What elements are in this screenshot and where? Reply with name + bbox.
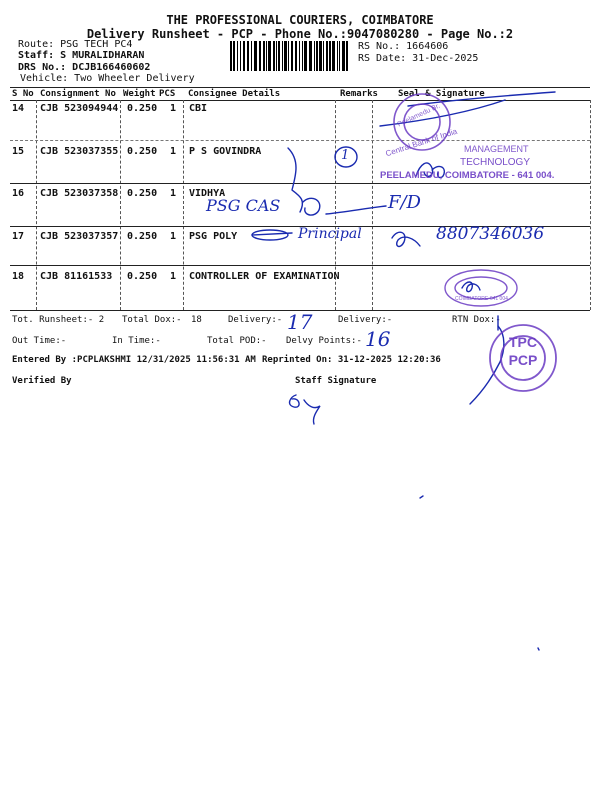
row-consignee: VIDHYA [189, 188, 226, 199]
rs-date: RS Date: 31-Dec-2025 [358, 53, 479, 64]
row-consignee: P S GOVINDRA [189, 146, 262, 157]
handwritten-phone: 8807346036 [436, 224, 545, 244]
row-consignment: CJB 523037357 [40, 231, 119, 242]
rtn-dox-label: RTN Dox:- [452, 315, 501, 325]
total-dox-label: Total Dox:- [122, 315, 182, 325]
in-time: In Time:- [112, 336, 161, 346]
staff-signature-label: Staff Signature [295, 376, 377, 386]
bank-stamp-branch: Peelamedu Br. [396, 102, 442, 129]
verified-by: Verified By [12, 376, 72, 386]
route-label: Route: PSG TECH PC4 [18, 39, 133, 50]
reprinted-on: Reprinted On: 31-12-2025 12:20:36 [262, 355, 441, 365]
delivery-label: Delivery:- [228, 315, 283, 325]
row-sno: 14 [12, 103, 25, 114]
row-weight: 0.250 [127, 231, 158, 242]
oval-seal-text: COIMBATORE-641 004 [455, 296, 508, 302]
handwritten-fd: F/D [388, 192, 421, 213]
col-header-consignee: Consignee Details [188, 89, 281, 99]
institute-stamp-line1: MANAGEMENT [464, 144, 529, 154]
row-pcs: 1 [170, 231, 177, 242]
row-consignment: CJB 81161533 [40, 271, 113, 282]
row-weight: 0.250 [127, 146, 158, 157]
rs-number: RS No.: 1664606 [358, 41, 449, 52]
col-header-weight: Weight [123, 89, 156, 99]
signature-stroke [326, 206, 386, 214]
staff-label: Staff: S MURALIDHARAN [18, 50, 145, 61]
col-header-sno: S No [12, 89, 34, 99]
total-dox-value: 18 [191, 315, 202, 325]
row-pcs: 1 [170, 188, 177, 199]
handwritten-delivery-count: 17 [287, 310, 313, 334]
row-consignment: CJB 523037358 [40, 188, 119, 199]
tot-runsheet: Tot. Runsheet:- 2 [12, 315, 105, 325]
row-consignment: CJB 523094944 [40, 103, 119, 114]
signature-stroke [392, 232, 420, 246]
vehicle-label: Vehicle: Two Wheeler Delivery [20, 73, 195, 84]
company-title: THE PROFESSIONAL COURIERS, COIMBATORE [166, 13, 434, 27]
runsheet-subtitle: Delivery Runsheet - PCP - Phone No.:9047080280 - Page No.:2 [86, 27, 514, 41]
handwritten-principal: Principal [298, 226, 362, 242]
tpc-stamp-line1: TPC [509, 334, 537, 350]
oval-seal [443, 268, 519, 308]
tpc-stamp-line2: PCP [508, 352, 538, 368]
row-sno: 18 [12, 271, 25, 282]
row-weight: 0.250 [127, 271, 158, 282]
out-time: Out Time:- [12, 336, 67, 346]
row-pcs: 1 [170, 103, 177, 114]
col-header-pcs: PCS [159, 89, 176, 99]
undelivery-label: Delivery:- [338, 315, 393, 325]
row-pcs: 1 [170, 146, 177, 157]
bank-stamp-name: Central Bank of India [384, 126, 459, 159]
col-header-remarks: Remarks [340, 89, 378, 99]
col-header-consignment: Consignment No [40, 89, 116, 99]
row-consignee: CONTROLLER OF EXAMINATION [189, 271, 340, 282]
row-sno: 17 [12, 231, 25, 242]
signature-stroke [288, 148, 302, 212]
total-pod: Total POD:- [207, 336, 267, 346]
col-header-seal: Seal & Signature [398, 89, 485, 99]
handwritten-row15-mark: 1 [341, 148, 350, 163]
drs-label: DRS No.: DCJB166460602 [18, 62, 151, 73]
row-consignment: CJB 523037355 [40, 146, 119, 157]
row-weight: 0.250 [127, 188, 158, 199]
signature-stroke [538, 648, 539, 650]
institute-stamp-line3: PEELAMEDU, COIMBATORE - 641 004. [380, 170, 555, 181]
handwritten-delvy-points: 16 [365, 327, 391, 351]
row-consignee: CBI [189, 103, 208, 114]
circle-mark-icon [335, 147, 357, 167]
row-pcs: 1 [170, 271, 177, 282]
row-sno: 16 [12, 188, 25, 199]
signature-stroke [303, 198, 320, 215]
signature-stroke [420, 496, 423, 498]
delvy-points: Delvy Points:- [286, 336, 362, 346]
row-sno: 15 [12, 146, 25, 157]
institute-stamp-line2: TECHNOLOGY [460, 157, 531, 168]
entered-by: Entered By :PCPLAKSHMI 12/31/2025 11:56:31 AM [12, 355, 256, 365]
row-weight: 0.250 [127, 103, 158, 114]
row-consignee: PSG POLY [189, 231, 238, 242]
handwritten-psg-cas: PSG CAS [206, 196, 281, 215]
staff-signature-stroke [290, 395, 320, 424]
